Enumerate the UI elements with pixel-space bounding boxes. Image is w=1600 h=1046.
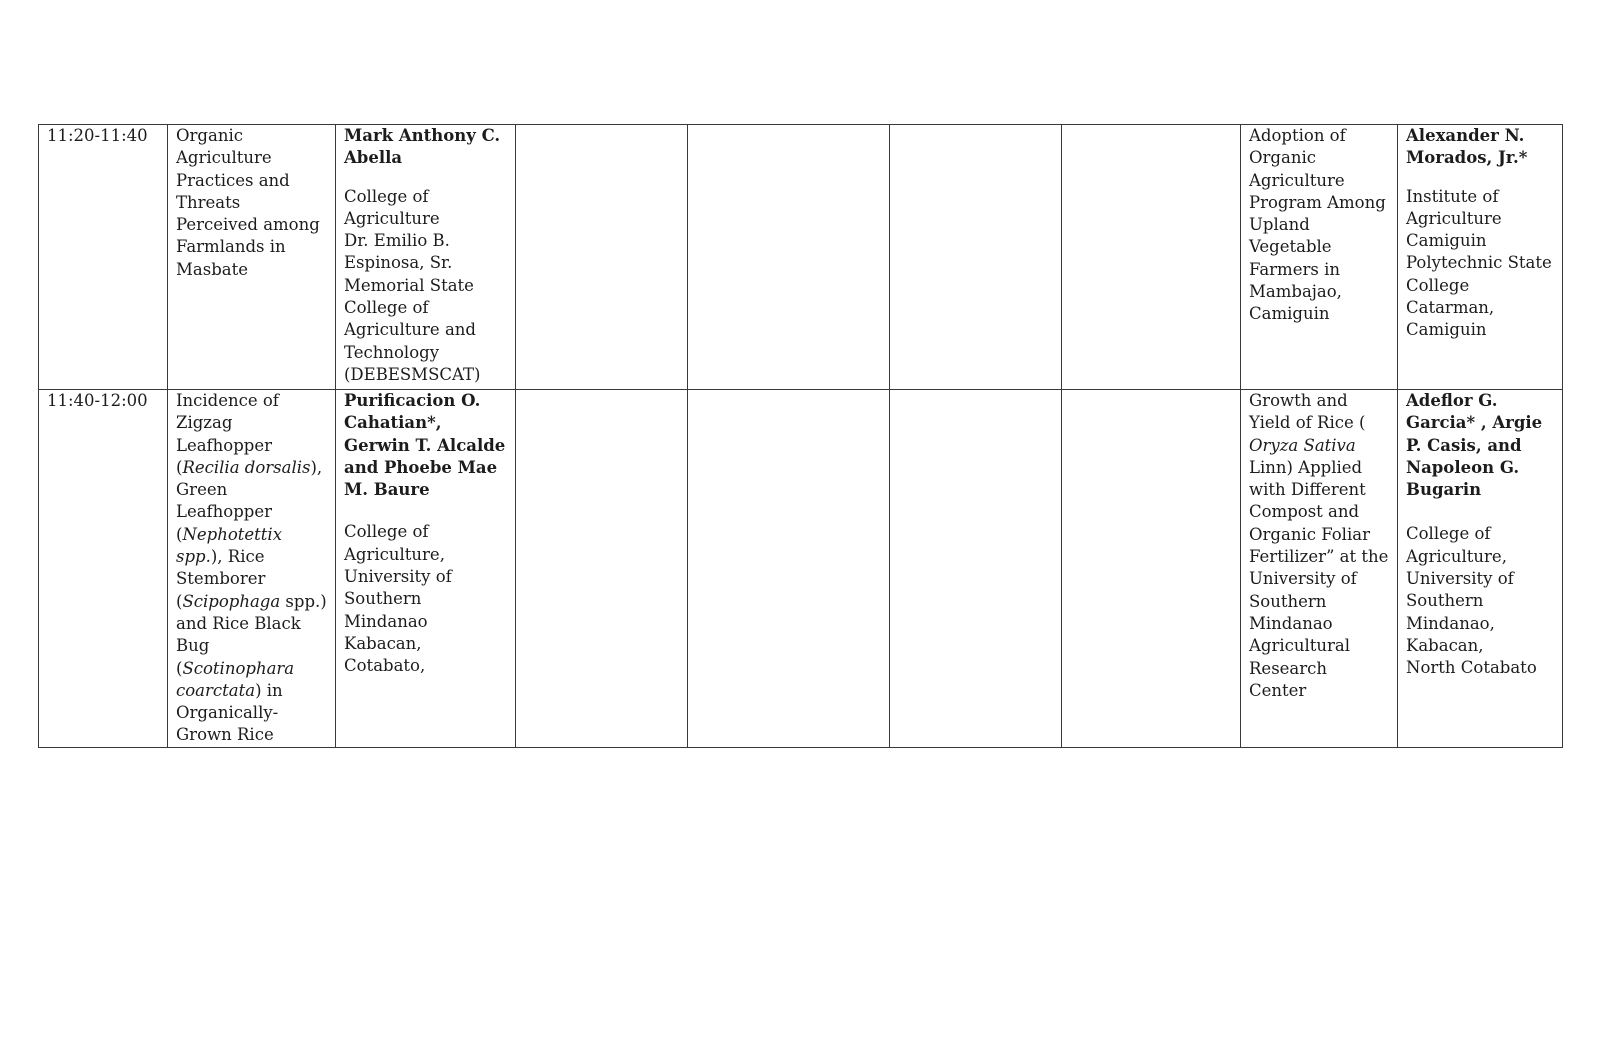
- title-text: spp.) and Rice Black Bug (: [176, 591, 327, 678]
- title-text: Incidence of Zigzag Leafhopper (: [176, 391, 279, 477]
- empty-cell: [890, 125, 1062, 390]
- paper-title-text: Adoption of Organic Agriculture Program Among Upland Vegetable Farmers in Mambajao, Camiguin: [1249, 126, 1386, 324]
- paper-title-text: [1249, 390, 1389, 702]
- empty-cell: [688, 390, 890, 748]
- presenter-names: Mark Anthony C. Abella: [344, 126, 501, 168]
- table-row: [39, 390, 1563, 748]
- presenter-affiliation: College of Agriculture, University of Southern Mindanao, Kabacan, North Cotabato: [1406, 524, 1537, 678]
- empty-cell: [890, 390, 1062, 748]
- table-row: [39, 125, 1563, 390]
- presenter-affiliation: Institute of Agriculture Camiguin Polytechnic State College Catarman, Camiguin: [1406, 186, 1552, 340]
- species-name: Nephotettix spp.: [176, 524, 283, 567]
- presenter-affiliation: College of Agriculture, University of Southern Mindanao Kabacan, Cotabato,: [344, 522, 452, 676]
- species-name: Recilia dorsalis: [182, 457, 311, 477]
- paper-title: [168, 125, 336, 390]
- paper-title: [168, 390, 336, 748]
- empty-cell: [516, 390, 688, 748]
- empty-cell: [1062, 390, 1241, 748]
- empty-cell: [516, 125, 688, 390]
- species-name: Scotinophara coarctata: [176, 658, 295, 700]
- paper-title-text: Organic Agriculture Practices and Threats Perceived among Farmlands in Masbate: [176, 126, 320, 279]
- presenter-affiliation: College of Agriculture Dr. Emilio B. Espinosa, Sr. Memorial State College of Agriculture and Technology (DEBESMSCAT): [344, 186, 481, 384]
- presenter-cell: [1398, 390, 1563, 748]
- presenter-names: Alexander N. Morados, Jr.*: [1406, 126, 1528, 168]
- schedule-table: [38, 124, 1563, 748]
- species-name: Oryza Sativa: [1249, 435, 1356, 455]
- paper-title: [1241, 125, 1398, 390]
- presenter-cell: [1398, 125, 1563, 390]
- title-text: Linn) Applied with Different Compost and Organic Foliar Fertilizer” at the University of Southern Mindanao Agricultural Research Center: [1249, 457, 1389, 700]
- title-text: Growth and Yield of Rice (: [1249, 391, 1366, 433]
- empty-cell: [688, 125, 890, 390]
- presenter-names: Adeflor G. Garcia* , Argie P. Casis, and Napoleon G. Bugarin: [1406, 391, 1543, 500]
- title-text: ), Rice Stemborer (: [176, 547, 266, 611]
- empty-cell: [1062, 125, 1241, 390]
- presenter-names: Purificacion O. Cahatian*, Gerwin T. Alcalde and Phoebe Mae M. Baure: [344, 391, 506, 500]
- title-text: ), Green Leafhopper (: [176, 457, 323, 544]
- title-text: ) in Organically-Grown Rice: [176, 680, 283, 745]
- time-slot: 11:20-11:40: [39, 125, 168, 390]
- presenter-cell: [336, 125, 516, 390]
- paper-title: [1241, 390, 1398, 748]
- presenter-cell: [336, 390, 516, 748]
- time-slot: 11:40-12:00: [39, 390, 168, 748]
- paper-title-text: [176, 390, 327, 747]
- species-name: Scipophaga: [182, 591, 281, 611]
